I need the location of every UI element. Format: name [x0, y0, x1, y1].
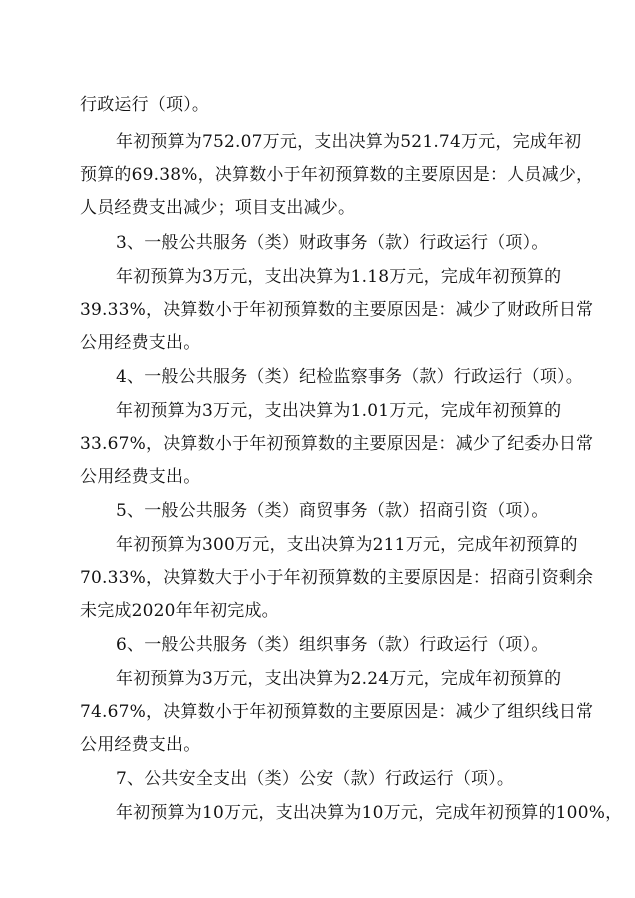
- paragraph-line: 年初预算为10万元，支出决算为10万元，完成年初预算的100%，: [116, 803, 623, 823]
- paragraph-line: 年初预算为3万元，支出决算为2.24万元，完成年初预算的: [116, 669, 562, 689]
- paragraph-line: 年初预算为300万元，支出决算为211万元，完成年初预算的: [116, 535, 578, 555]
- paragraph-line: 70.33%，决算数大于小于年初预算数的主要原因是：招商引资剩余: [80, 568, 594, 588]
- paragraph-line: 行政运行（项）。: [80, 95, 210, 115]
- paragraph-line: 公用经费支出。: [80, 467, 201, 487]
- paragraph-line: 公用经费支出。: [80, 333, 201, 353]
- section-heading: 3、一般公共服务（类）财政事务（款）行政运行（项）。: [116, 233, 549, 253]
- section-heading: 4、一般公共服务（类）纪检监察事务（款）行政运行（项）。: [116, 367, 583, 387]
- section-heading: 6、一般公共服务（类）组织事务（款）行政运行（项）。: [116, 635, 549, 655]
- paragraph-line: 33.67%，决算数小于年初预算数的主要原因是：减少了纪委办日常: [80, 434, 594, 454]
- paragraph-line: 年初预算为3万元，支出决算为1.01万元，完成年初预算的: [116, 401, 562, 421]
- section-heading: 7、公共安全支出（类）公安（款）行政运行（项）。: [116, 769, 515, 789]
- paragraph-line: 公用经费支出。: [80, 735, 201, 755]
- paragraph-line: 未完成2020年年初完成。: [80, 601, 279, 621]
- paragraph-line: 年初预算为3万元，支出决算为1.18万元，完成年初预算的: [116, 267, 562, 287]
- paragraph-line: 39.33%，决算数小于年初预算数的主要原因是：减少了财政所日常: [80, 300, 594, 320]
- paragraph-line: 年初预算为752.07万元，支出决算为521.74万元，完成年初: [116, 132, 582, 152]
- paragraph-line: 预算的69.38%，决算数小于年初预算数的主要原因是：人员减少，: [80, 165, 594, 185]
- paragraph-line: 人员经费支出减少；项目支出减少。: [80, 198, 356, 218]
- section-heading: 5、一般公共服务（类）商贸事务（款）招商引资（项）。: [116, 501, 549, 521]
- paragraph-line: 74.67%，决算数小于年初预算数的主要原因是：减少了组织线日常: [80, 702, 594, 722]
